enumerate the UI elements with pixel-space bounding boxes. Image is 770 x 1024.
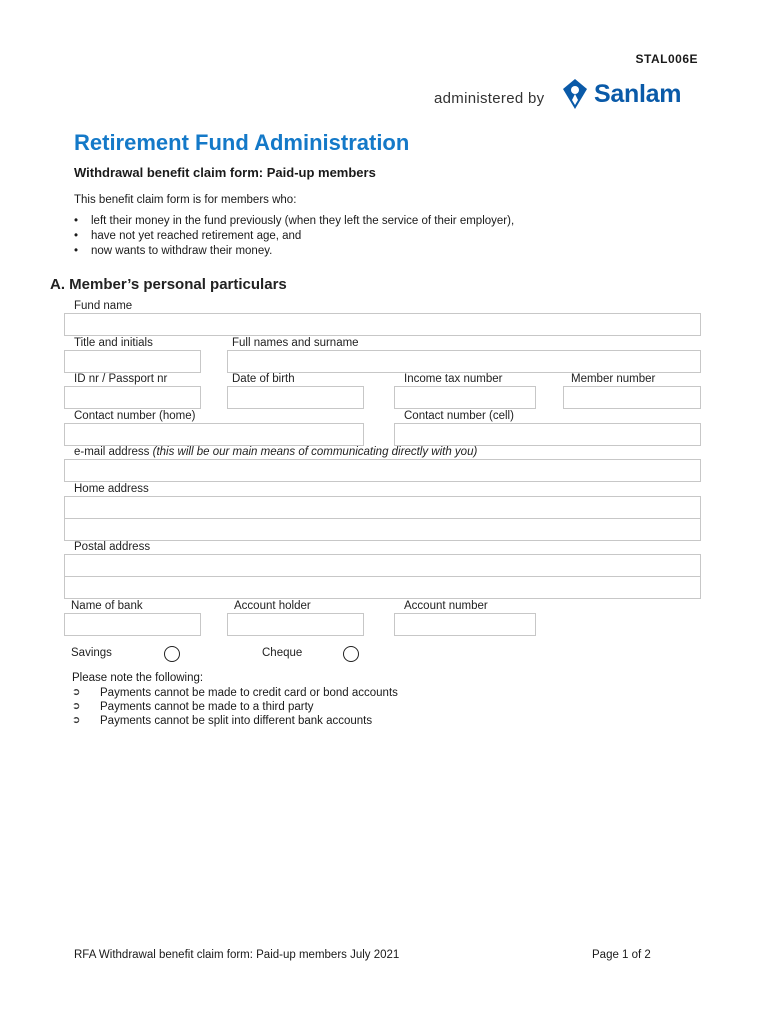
document-code: STAL006E <box>635 52 698 66</box>
id-number-label: ID nr / Passport nr <box>74 373 168 385</box>
note-text: Payments cannot be made to a third party <box>100 701 314 713</box>
list-item: • have not yet reached retirement age, and <box>74 229 514 244</box>
brand-name: Sanlam <box>594 79 682 108</box>
dob-label: Date of birth <box>232 373 295 385</box>
administered-by-text: administered by <box>434 90 545 107</box>
eligibility-list <box>74 214 514 259</box>
intro-text: This benefit claim form is for members who: <box>74 194 297 206</box>
note-text: Payments cannot be split into different bank accounts <box>100 715 373 727</box>
tax-number-label: Income tax number <box>404 373 503 385</box>
email-label-wrap <box>74 446 477 458</box>
contact-cell-label: Contact number (cell) <box>404 410 514 422</box>
id-number-field[interactable] <box>64 386 201 409</box>
savings-label: Savings <box>71 647 112 659</box>
list-item <box>72 686 398 700</box>
full-names-field[interactable] <box>227 350 701 373</box>
contact-cell-field[interactable] <box>394 423 701 446</box>
title-initials-field[interactable] <box>64 350 201 373</box>
section-heading: A. Member’s personal particulars <box>50 276 287 293</box>
contact-home-field[interactable] <box>64 423 364 446</box>
list-item: • now wants to withdraw their money. <box>74 244 514 259</box>
footer-page-number: Page 1 of 2 <box>592 949 651 961</box>
form-subtitle: Withdrawal benefit claim form: Paid-up members <box>74 165 376 180</box>
list-item: • left their money in the fund previously (when they left the service of their employer), <box>74 214 514 229</box>
home-address-line2-field[interactable] <box>64 518 701 541</box>
page-title: Retirement Fund Administration <box>74 130 410 155</box>
sanlam-logo <box>562 78 681 110</box>
account-number-field[interactable] <box>394 613 536 636</box>
account-holder-field[interactable] <box>227 613 364 636</box>
contact-home-label: Contact number (home) <box>74 410 196 422</box>
fund-name-label: Fund name <box>74 300 133 312</box>
full-names-label: Full names and surname <box>232 337 359 349</box>
member-number-label: Member number <box>571 373 656 385</box>
sanlam-shield-icon <box>562 78 588 110</box>
title-initials-label: Title and initials <box>74 337 153 349</box>
postal-address-line1-field[interactable] <box>64 554 701 577</box>
cheque-label: Cheque <box>262 647 303 659</box>
notes-list <box>72 686 398 728</box>
bank-name-label: Name of bank <box>71 600 143 612</box>
account-holder-label: Account holder <box>234 600 311 612</box>
notes-heading: Please note the following: <box>72 672 204 684</box>
tax-number-field[interactable] <box>394 386 536 409</box>
email-label: e-mail address <box>74 446 153 458</box>
arrow-circle-icon: ➲ <box>72 715 81 726</box>
email-note: (this will be our main means of communicating directly with you) <box>152 446 478 458</box>
arrow-circle-icon: ➲ <box>72 687 81 698</box>
email-field[interactable] <box>64 459 701 482</box>
postal-address-line2-field[interactable] <box>64 576 701 599</box>
account-number-label: Account number <box>404 600 488 612</box>
savings-radio[interactable] <box>164 646 180 662</box>
fund-name-field[interactable] <box>64 313 701 336</box>
list-item <box>72 700 398 714</box>
member-number-field[interactable] <box>563 386 701 409</box>
cheque-radio[interactable] <box>343 646 359 662</box>
home-address-label: Home address <box>74 483 149 495</box>
postal-address-label: Postal address <box>74 541 151 553</box>
dob-field[interactable] <box>227 386 364 409</box>
footer-form-name: RFA Withdrawal benefit claim form: Paid-up members July 2021 <box>74 949 400 961</box>
bank-name-field[interactable] <box>64 613 201 636</box>
note-text: Payments cannot be made to credit card or bond accounts <box>100 687 398 699</box>
arrow-circle-icon: ➲ <box>72 701 81 712</box>
list-item <box>72 714 398 728</box>
home-address-line1-field[interactable] <box>64 496 701 519</box>
